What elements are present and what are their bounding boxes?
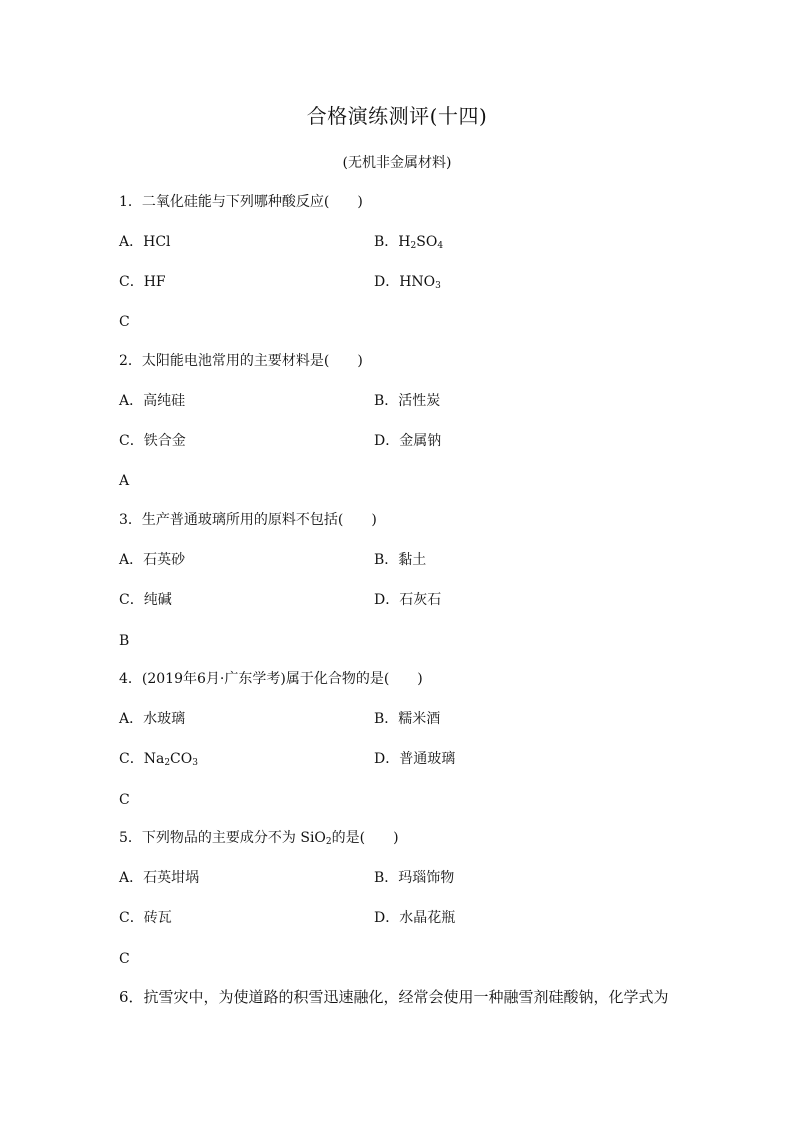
question-1-option-c: C．HF — [119, 274, 166, 290]
question-3-stem: 3．生产普通玻璃所用的原料不包括( ) — [119, 512, 377, 528]
question-5-answer: C — [119, 951, 130, 967]
question-3-answer: B — [119, 633, 130, 649]
question-1-stem: 1．二氧化硅能与下列哪种酸反应( ) — [119, 194, 363, 210]
page-title: 合格演练测评(十四) — [306, 104, 488, 128]
question-1-answer: C — [119, 314, 130, 330]
question-3-option-b: B．黏土 — [374, 552, 427, 568]
question-4-stem: 4．(2019年6月·广东学考)属于化合物的是( ) — [119, 671, 423, 687]
question-4-option-a: A．水玻璃 — [119, 711, 186, 727]
question-4-option-c: C．$Na_2CO_3$ — [119, 751, 198, 768]
page-subtitle: (无机非金属材料) — [342, 155, 452, 171]
question-5-option-d: D．水晶花瓶 — [374, 910, 456, 926]
question-5-option-b: B．玛瑙饰物 — [374, 870, 455, 886]
question-3-option-c: C．纯碱 — [119, 592, 172, 608]
question-2-option-d: D．金属钠 — [374, 433, 442, 449]
question-6-stem: 6．抗雪灾中，为使道路的积雪迅速融化，经常会使用一种融雪剂硅酸钠，化学式为 — [119, 988, 669, 1006]
question-5-option-c: C．砖瓦 — [119, 910, 172, 926]
question-2-stem: 2．太阳能电池常用的主要材料是( ) — [119, 353, 363, 369]
question-4-option-d: D．普通玻璃 — [374, 751, 456, 767]
question-4-option-b: B．糯米酒 — [374, 711, 441, 727]
question-1-option-a: A．HCl — [119, 234, 171, 250]
question-5-stem: 5．下列物品的主要成分不为 SiO$_2$的是( ) — [119, 830, 399, 847]
question-2-option-c: C．铁合金 — [119, 433, 186, 449]
question-2-option-a: A．高纯硅 — [119, 393, 186, 409]
question-1-option-b: B．$H_2SO_4$ — [374, 234, 444, 251]
question-4-answer: C — [119, 792, 130, 808]
question-3-option-a: A．石英砂 — [119, 552, 186, 568]
question-2-answer: A — [119, 473, 130, 489]
question-2-option-b: B．活性炭 — [374, 393, 441, 409]
question-3-option-d: D．石灰石 — [374, 592, 442, 608]
question-5-option-a: A．石英坩埚 — [119, 870, 200, 886]
question-1-option-d: D．$HNO_3$ — [374, 274, 441, 291]
